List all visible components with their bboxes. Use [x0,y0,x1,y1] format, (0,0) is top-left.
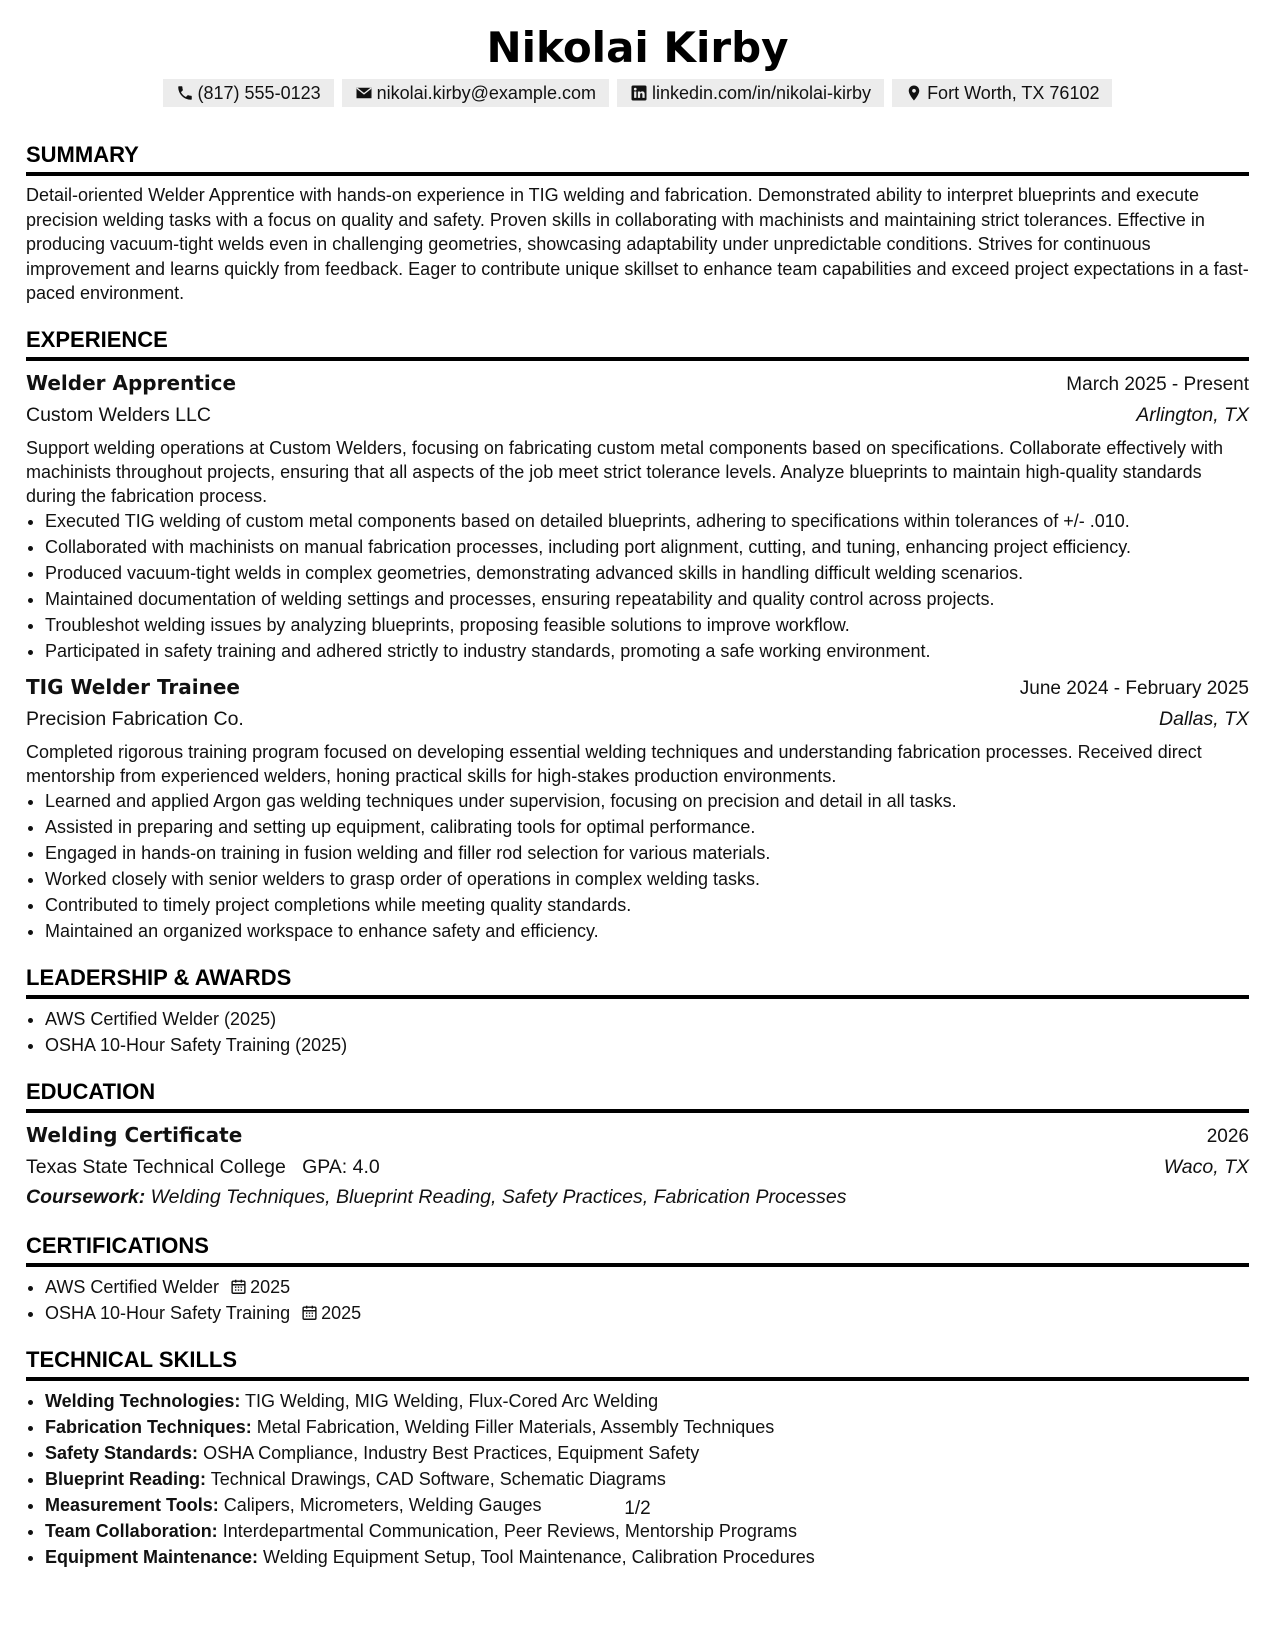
skill-value: TIG Welding, MIG Welding, Flux-Cored Arc Welding [245,1390,659,1411]
school-name: Texas State Technical College [26,1155,286,1178]
list-item: • Assisted in preparing and setting up equipment, calibrating tools for optimal performance. [45,814,1249,840]
certifications-list [26,1274,1249,1326]
list-item: • Maintained documentation of welding settings and processes, ensuring repeatability and quality control across projects. [45,586,1249,612]
location-text: Fort Worth, TX 76102 [927,83,1100,103]
education-heading: EDUCATION [26,1078,1249,1113]
education-location: Waco, TX [1163,1155,1249,1178]
skills-heading: TECHNICAL SKILLS [26,1346,1249,1381]
list-item [45,1414,1249,1440]
skill-label: Measurement Tools: [45,1494,219,1515]
skill-label: Fabrication Techniques: [45,1416,252,1437]
skill-label: Team Collaboration: [45,1520,218,1541]
cert-name: AWS Certified Welder [45,1276,220,1297]
list-item [45,1300,1249,1326]
skill-label: Welding Technologies: [45,1390,241,1411]
job-location: Dallas, TX [1159,707,1249,730]
job-title: TIG Welder Trainee [26,674,240,699]
skill-value: Calipers, Micrometers, Welding Gauges [223,1494,542,1515]
cert-year: 2025 [321,1302,362,1323]
education-section [26,1078,1249,1212]
education-year: 2026 [1206,1125,1249,1147]
skill-value: Interdepartmental Communication, Peer Reviews, Mentorship Programs [222,1520,797,1541]
job-dates: March 2025 - Present [1066,373,1249,395]
skills-section [26,1346,1249,1570]
job-company: Custom Welders LLC [26,403,211,426]
summary-text: Detail-oriented Welder Apprentice with hands-on experience in TIG welding and fabrication. Demonstrated ability to interpret blueprints and execute precision welding tasks with a focus on quality and safety. Proven skills in collaborating with machinists and maintaining strict tolerances. Effective in producing vacuum-tight welds even in challenging geometries, showcasing adaptability under unpredictable conditions. Strives for continuous improvement and learns quickly from feedback. Eager to contribute unique skillset to enhance team capabilities and exceed project expectations in a fast-paced environment. [26,185,1249,303]
candidate-name: Nikolai Kirby [486,23,789,72]
resume-page [26,0,1249,1570]
email-text: nikolai.kirby@example.com [376,83,596,103]
list-item [45,1388,1249,1414]
certifications-section [26,1232,1249,1326]
linkedin-text: linkedin.com/in/nikolai-kirby [651,83,872,103]
skill-label: Safety Standards: [45,1442,199,1463]
awards-list [26,1006,1249,1058]
skill-label: Blueprint Reading: [45,1468,206,1489]
list-item: • Worked closely with senior welders to grasp order of operations in complex welding tasks. [45,866,1249,892]
list-item: • Participated in safety training and adhered strictly to industry standards, promoting a safe working environment. [45,638,1249,664]
job-description: Support welding operations at Custom Welders, focusing on fabricating custom metal components based on specifications. Collaborate effectively with machinists throughout projects, ensuring that all aspects of the job meet strict tolerance levels. Analyze blueprints to maintain high-quality standards during the fabrication process. [26,437,1223,506]
list-item [45,1466,1249,1492]
job-dates: June 2024 - February 2025 [1019,677,1249,699]
envelope-icon [355,84,373,102]
summary-section [26,141,1249,306]
skill-value: OSHA Compliance, Industry Best Practices, Equipment Safety [203,1442,700,1463]
list-item: • Contributed to timely project completions while meeting quality standards. [45,892,1249,918]
list-item: • AWS Certified Welder (2025) [45,1006,1249,1032]
cert-name: OSHA 10-Hour Safety Training [45,1302,291,1323]
linkedin-icon [630,84,648,102]
job-title: Welder Apprentice [26,370,237,395]
list-item: • OSHA 10-Hour Safety Training (2025) [45,1032,1249,1058]
page-number: 1/2 [624,1498,651,1519]
job-bullets [26,788,1249,944]
summary-heading: SUMMARY [26,141,1249,176]
calendar-icon [230,1278,247,1295]
degree-title: Welding Certificate [26,1122,243,1147]
skill-value: Welding Equipment Setup, Tool Maintenance, Calibration Procedures [263,1546,815,1567]
experience-section [26,326,1249,944]
linkedin-chip[interactable] [617,79,884,107]
map-pin-icon [905,84,923,102]
phone-chip[interactable] [163,79,334,107]
email-chip[interactable] [342,79,609,107]
list-item: • Maintained an organized workspace to enhance safety and efficiency. [45,918,1249,944]
awards-section [26,964,1249,1058]
coursework-list: Welding Techniques, Blueprint Reading, Safety Practices, Fabrication Processes [150,1185,847,1208]
job-location: Arlington, TX [1136,403,1249,426]
job-company: Precision Fabrication Co. [26,707,244,730]
list-item: • Executed TIG welding of custom metal components based on detailed blueprints, adhering to specifications within tolerances of +/- .010. [45,508,1249,534]
list-item [45,1518,1249,1544]
location-chip [892,79,1112,107]
job-entry [26,368,1249,664]
skill-value: Technical Drawings, CAD Software, Schematic Diagrams [210,1468,666,1489]
skill-label: Equipment Maintenance: [45,1546,259,1567]
skills-list [26,1388,1249,1570]
job-entry [26,672,1249,944]
gpa: GPA: 4.0 [302,1155,380,1178]
cert-year: 2025 [250,1276,291,1297]
calendar-icon [301,1304,318,1321]
list-item: • Collaborated with machinists on manual fabrication processes, including port alignment, cutting, and tuning, enhancing project efficiency. [45,534,1249,560]
list-item: • Troubleshot welding issues by analyzing blueprints, proposing feasible solutions to improve workflow. [45,612,1249,638]
job-bullets [26,508,1249,664]
list-item: • Engaged in hands-on training in fusion welding and filler rod selection for various materials. [45,840,1249,866]
list-item: • Produced vacuum-tight welds in complex geometries, demonstrating advanced skills in handling difficult welding scenarios. [45,560,1249,586]
experience-heading: EXPERIENCE [26,326,1249,361]
job-description: Completed rigorous training program focused on developing essential welding techniques and understanding fabrication processes. Received direct mentorship from experienced welders, honing practical skills for high-stakes production environments. [26,741,1202,786]
coursework-label: Coursework: [26,1185,146,1208]
list-item [45,1274,1249,1300]
awards-heading: LEADERSHIP & AWARDS [26,964,1249,999]
list-item: • Learned and applied Argon gas welding techniques under supervision, focusing on precision and detail in all tasks. [45,788,1249,814]
list-item [45,1544,1249,1570]
coursework [26,1182,1249,1212]
certifications-heading: CERTIFICATIONS [26,1232,1249,1267]
phone-text: (817) 555-0123 [197,83,321,103]
skill-value: Metal Fabrication, Welding Filler Materials, Assembly Techniques [256,1416,775,1437]
list-item [45,1440,1249,1466]
contact-row [26,79,1249,107]
phone-icon [176,84,194,102]
